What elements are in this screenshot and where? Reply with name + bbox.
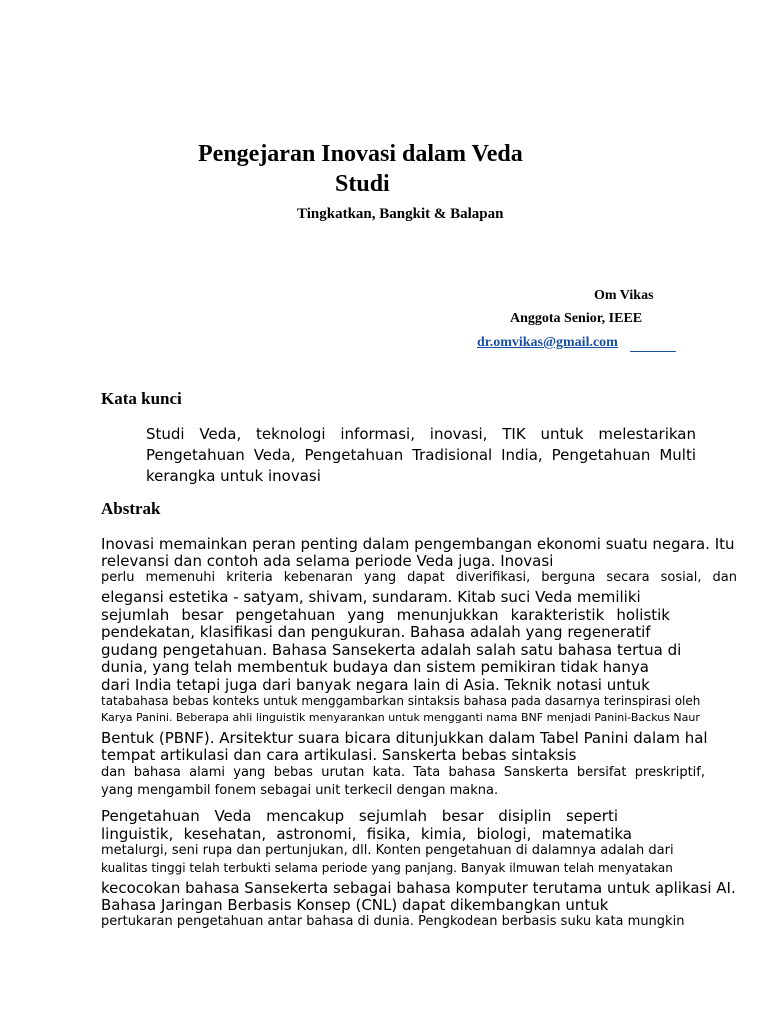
abstract-line: dan bahasa alami yang bebas urutan kata. Tata bahasa Sanskerta bersifat preskriptif, [101,765,705,780]
abstract-line: tatabahasa bebas konteks untuk menggambarkan sintaksis bahasa pada dasarnya terinspirasi oleh [101,694,701,708]
abstract-line: tempat artikulasi dan cara artikulasi. Sanskerta bebas sintaksis [101,746,577,764]
abstract-line: linguistik, kesehatan, astronomi, fisika, kimia, biologi, matematika [101,825,632,843]
abstract-line: Inovasi memainkan peran penting dalam pengembangan ekonomi suatu negara. Itu [101,535,735,553]
author-role: Anggota Senior, IEEE [510,311,643,326]
keywords-heading: Kata kunci [101,389,182,408]
abstract-line: gudang pengetahuan. Bahasa Sansekerta adalah salah satu bahasa tertua di [101,641,682,659]
abstract-line: pendekatan, klasifikasi dan pengukuran. Bahasa adalah yang regeneratif [101,623,651,641]
abstract-line: Karya Panini. Beberapa ahli linguistik menyarankan untuk mengganti nama BNF menjadi Panini-Backus Naur [101,711,700,724]
author-name: Om Vikas [594,288,654,303]
abstract-line: relevansi dan contoh ada selama periode Veda juga. Inovasi [101,552,554,570]
title-line-2: Studi [335,171,390,197]
abstract-line: sejumlah besar pengetahuan yang menunjukkan karakteristik holistik [101,606,670,624]
author-email-link[interactable]: dr.omvikas@gmail.com [477,335,618,350]
title-line-1: Pengejaran Inovasi dalam Veda [198,141,523,167]
abstract-line: Pengetahuan Veda mencakup sejumlah besar disiplin seperti [101,807,618,825]
abstract-line: yang mengambil fonem sebagai unit terkecil dengan makna. [101,783,499,798]
keywords-line: kerangka untuk inovasi [146,467,321,485]
abstract-line: perlu memenuhi kriteria kebenaran yang dapat diverifikasi, berguna secara sosial, dan [101,570,737,585]
keywords-line: Pengetahuan Veda, Pengetahuan Tradisional India, Pengetahuan Multi [146,446,696,464]
abstract-line: elegansi estetika - satyam, shivam, sundaram. Kitab suci Veda memiliki [101,588,641,606]
abstract-line: kecocokan bahasa Sansekerta sebagai bahasa komputer terutama untuk aplikasi AI. [101,879,736,897]
abstract-line: Bentuk (PBNF). Arsitektur suara bicara ditunjukkan dalam Tabel Panini dalam hal [101,729,708,747]
email-underline [630,351,676,352]
abstract-line: pertukaran pengetahuan antar bahasa di dunia. Pengkodean berbasis suku kata mungkin [101,914,685,929]
abstract-line: kualitas tinggi telah terbukti selama periode yang panjang. Banyak ilmuwan telah menyatakan [101,861,673,875]
abstract-line: dunia, yang telah membentuk budaya dan sistem pemikiran tidak hanya [101,658,649,676]
subtitle: Tingkatkan, Bangkit & Balapan [297,206,504,222]
abstract-line: metalurgi, seni rupa dan pertunjukan, dll. Konten pengetahuan di dalamnya adalah dari [101,843,674,858]
abstract-line: Bahasa Jaringan Berbasis Konsep (CNL) dapat dikembangkan untuk [101,896,609,914]
abstract-line: dari India tetapi juga dari banyak negara lain di Asia. Teknik notasi untuk [101,676,650,694]
keywords-line: Studi Veda, teknologi informasi, inovasi, TIK untuk melestarikan [146,425,696,443]
abstract-heading: Abstrak [101,499,161,518]
